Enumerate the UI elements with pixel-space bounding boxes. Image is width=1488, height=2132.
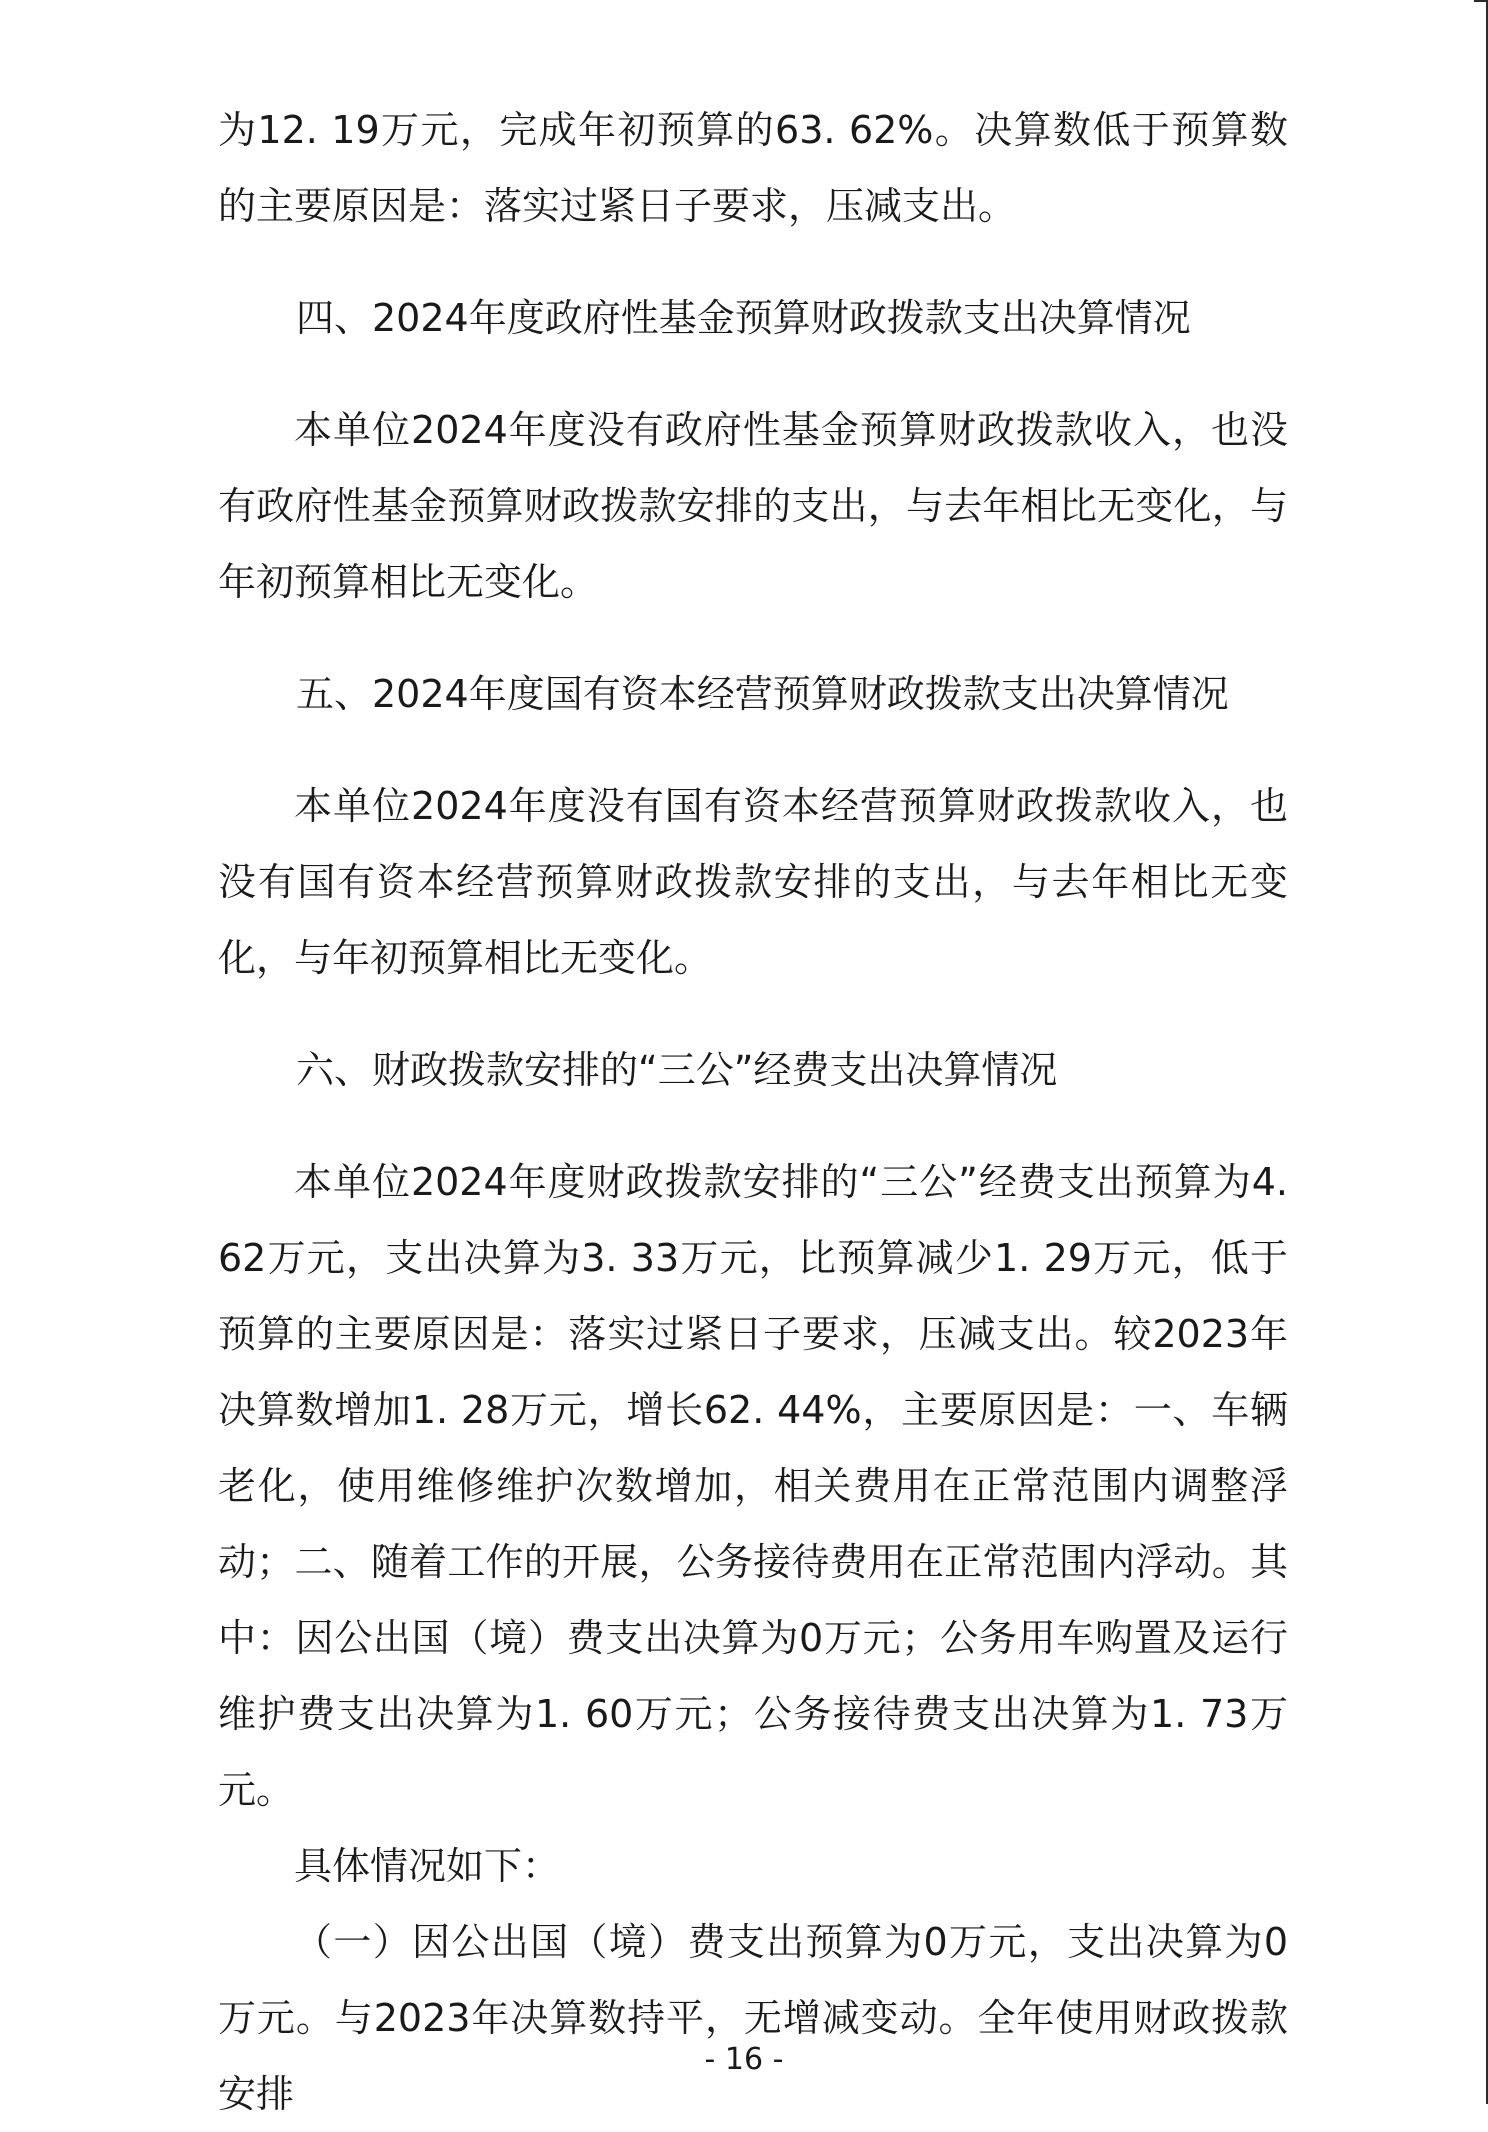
section-heading-5: 五、2024年度国有资本经营预算财政拨款支出决算情况: [296, 672, 1229, 716]
page-top-corner-edge: [1474, 0, 1488, 2]
section-heading-6: 六、财政拨款安排的“三公”经费支出决算情况: [296, 1048, 1058, 1092]
paragraph-item-1: （一）因公出国（境）费支出预算为0万元，支出决算为0万元。与2023年决算数持平，无增减变动。全年使用财政拨款安排: [218, 1920, 1288, 2116]
page-number: - 16 -: [704, 2042, 784, 2077]
paragraph-details-intro: 具体情况如下：: [294, 1844, 561, 1888]
document-body: [218, 92, 1288, 2132]
paragraph-continued: 为12. 19万元，完成年初预算的63. 62%。决算数低于预算数的主要原因是：落实过紧日子要求，压减支出。: [218, 108, 1288, 228]
paragraph-section-5: 本单位2024年度没有国有资本经营预算财政拨款收入，也没有国有资本经营预算财政拨款安排的支出，与去年相比无变化，与年初预算相比无变化。: [218, 784, 1288, 980]
paragraph-section-4: 本单位2024年度没有政府性基金预算财政拨款收入，也没有政府性基金预算财政拨款安排的支出，与去年相比无变化，与年初预算相比无变化。: [218, 408, 1288, 604]
paragraph-section-6: 本单位2024年度财政拨款安排的“三公”经费支出预算为4. 62万元，支出决算为3. 33万元，比预算减少1. 29万元，低于预算的主要原因是：落实过紧日子要求，压减支出。较2023年决算数增加1. 28万元，增长62. 44%，主要原因是：一、车辆老化，使用维修维护次数增加，相关费用在正常范围内调整浮动；二、随着工作的开展，公务接待费用在正常范围内浮动。其中：因公出国（境）费支出决算为0万元；公务用车购置及运行维护费支出决算为1. 60万元；公务接待费支出决算为1. 73万元。: [218, 1160, 1288, 1812]
section-heading-4: 四、2024年度政府性基金预算财政拨款支出决算情况: [296, 296, 1191, 340]
